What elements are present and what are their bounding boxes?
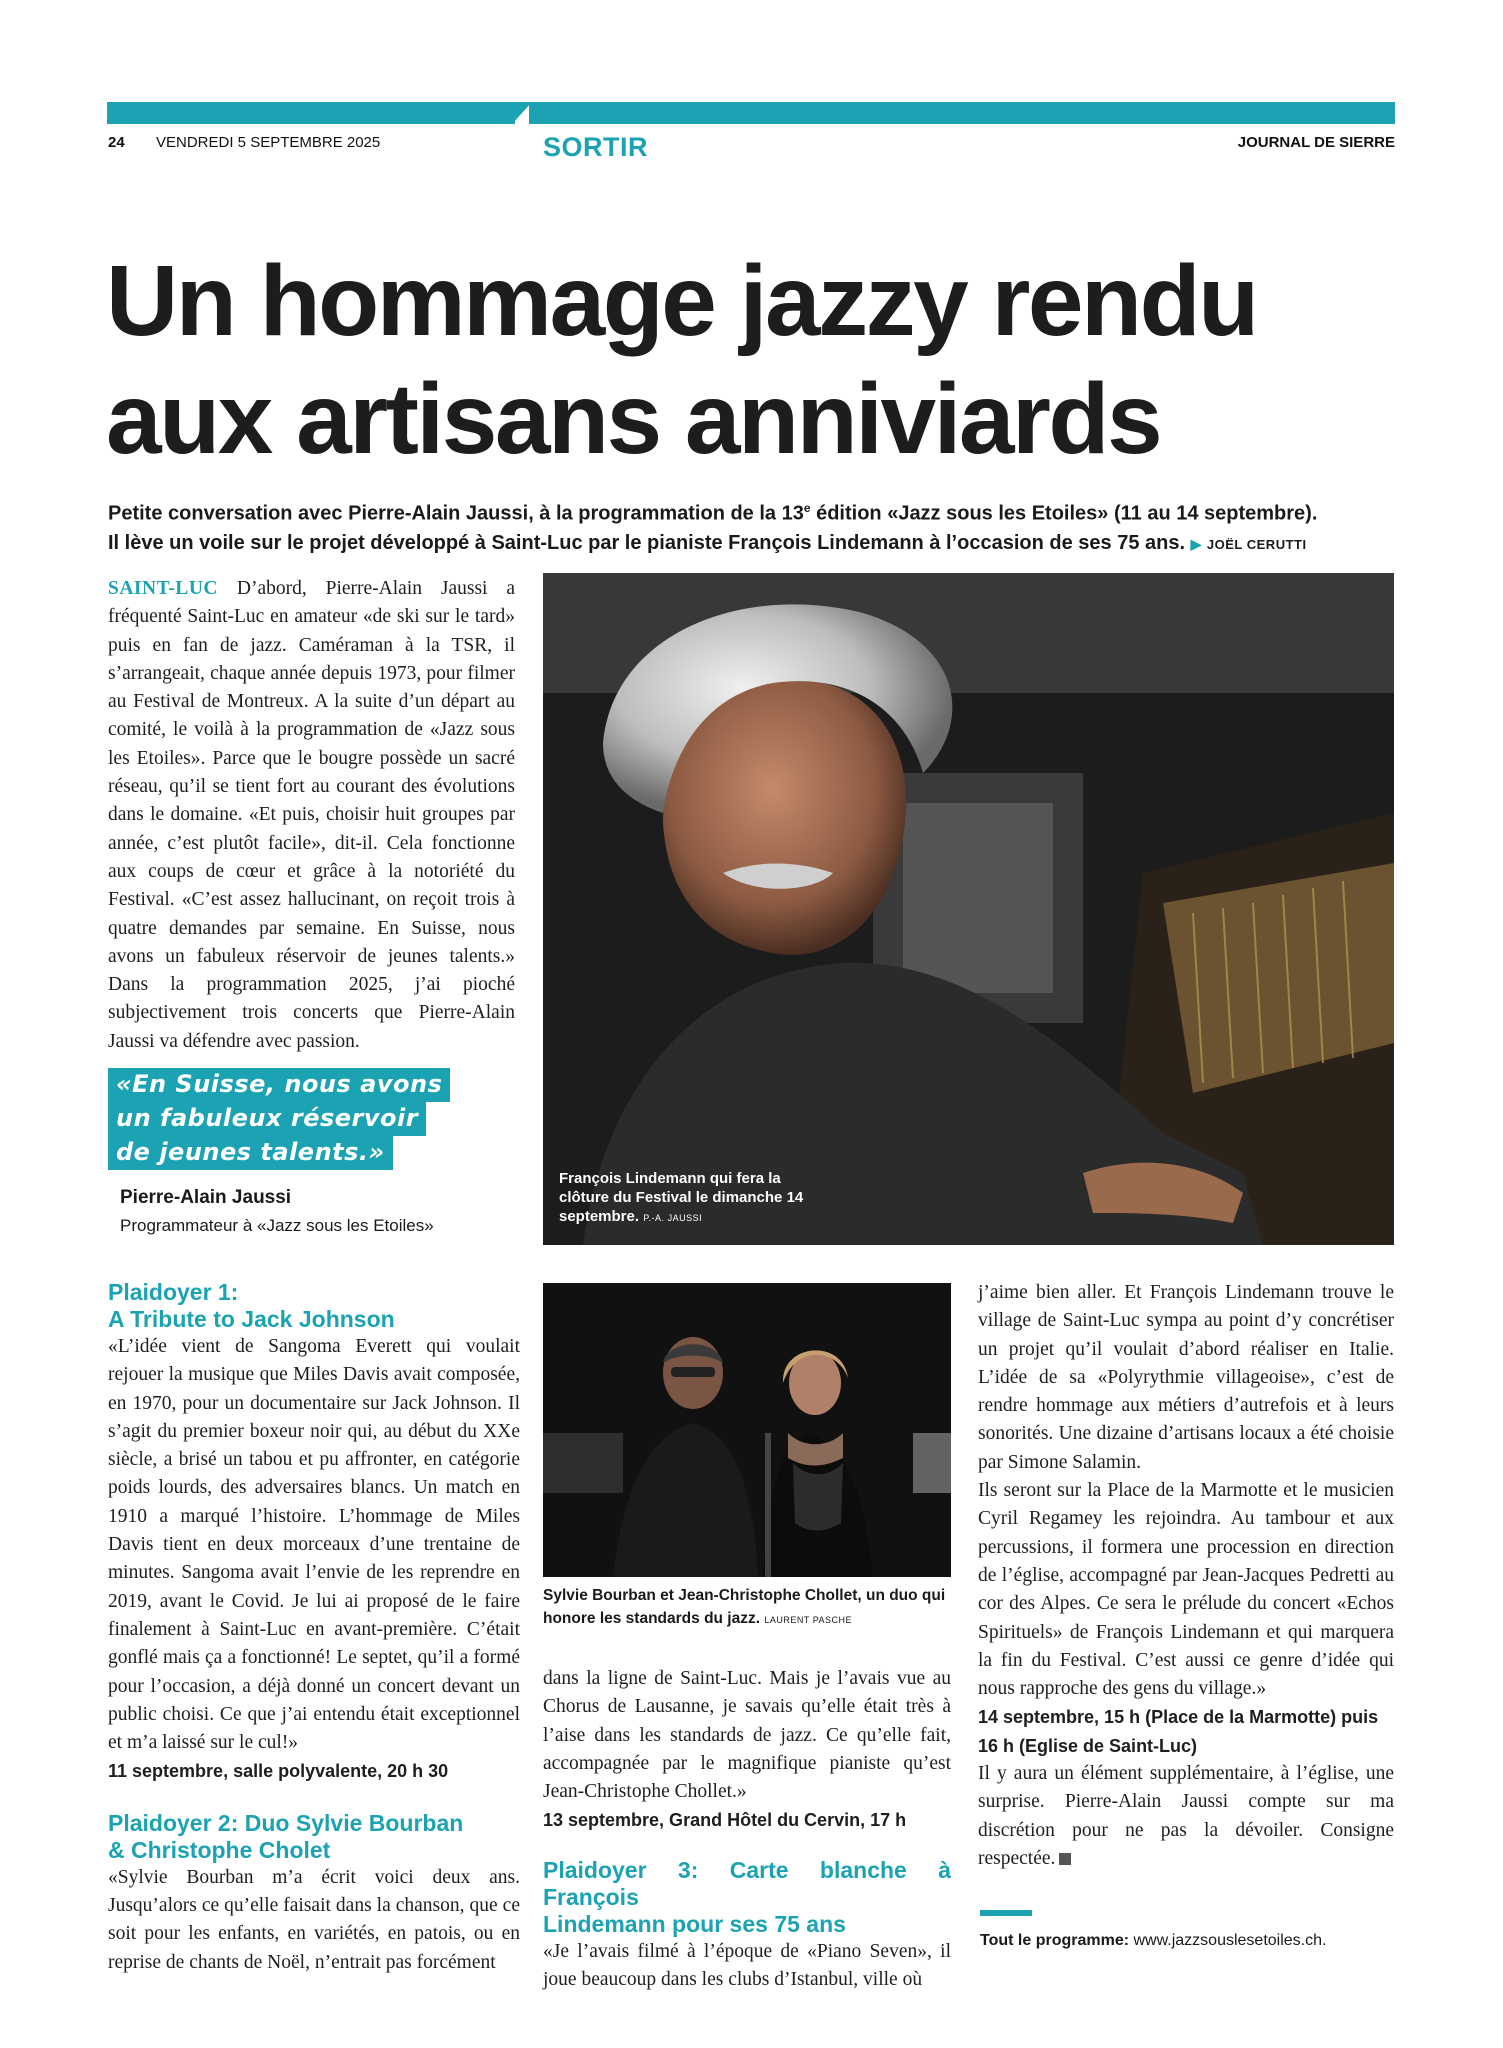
plaidoyer2-text-b: dans la ligne de Saint-Luc. Mais je l’avais vue au Chorus de Lausanne, je savais qu’elle était très à l’aise dans les standards de jazz. Ce qu’elle fait, accompagnée par le magnifique pianiste qu’est Jean-Christophe Chollet.» — [543, 1668, 951, 1803]
quote-line-2: un fabuleux réservoir — [108, 1102, 426, 1136]
plaidoyer3-info: 14 septembre, 15 h (Place de la Marmotte) puis 16 h (Eglise de Saint-Luc) — [978, 1707, 1379, 1756]
end-mark-icon — [1059, 1853, 1071, 1865]
column-middle-bottom — [543, 1665, 951, 1994]
quote-author: Pierre-Alain Jaussi — [120, 1187, 292, 1208]
lede — [108, 494, 1398, 559]
plaidoyer3-text-a: «Je l’avais filmé à l’époque de «Piano Seven», il joue beaucoup dans les clubs d’Istanbul, ville où — [543, 1940, 951, 1991]
photo1-credit: P.-A. JAUSSI — [643, 1213, 703, 1223]
plaidoyer1-title-line1: Plaidoyer 1: — [108, 1279, 239, 1305]
plaidoyer3-text-c: Ils seront sur la Place de la Marmotte et le musicien Cyril Regamey les rejoindra. Au tambour et aux percussions, il formera une procession en direction de l’église, accompagné par Jean-Jacques Pedretti au cor des Alpes. Ce sera le prélude du concert «Echos Spirituels» de François Lindemann et qui marquera la fin du Festival. C’est aussi ce genre d’idée qui nous rapproche des gens du village.» — [978, 1480, 1394, 1700]
plaidoyer2-title-line1: Plaidoyer 2: Duo Sylvie Bourban — [108, 1809, 464, 1836]
plaidoyer1-info: 11 septembre, salle polyvalente, 20 h 30 — [108, 1761, 449, 1782]
header-rule-left — [107, 102, 515, 124]
quote-line-1: «En Suisse, nous avons — [108, 1068, 450, 1102]
plaidoyer3-text-d: Il y aura un élément supplémentaire, à l’église, une surprise. Pierre-Alain Jaussi compte sur ma discrétion pour ne pas la dévoiler. Consigne respectée. — [978, 1763, 1394, 1869]
photo-bourban-chollet — [543, 1283, 951, 1577]
photo-francois-lindemann — [543, 573, 1394, 1245]
plaidoyer3-text-b: j’aime bien aller. Et François Lindemann trouve le village de Saint-Luc sympa au point d’y concrétiser un projet qu’il voulait d’abord réaliser en Italie. L’idée de sa «Polyrythmie villageoise», c’est de rendre hommage aux métiers d’autrefois et à leurs sonorités. Une dizaine d’artisans locaux a été choisie par Simone Salamin. — [978, 1282, 1394, 1473]
program-url-link[interactable]: www.jazzsouslesetoiles.ch. — [1133, 1932, 1327, 1949]
footer-rule — [980, 1910, 1032, 1916]
plaidoyer1-text: «L’idée vient de Sangoma Everett qui voulait rejouer la musique que Miles Davis avait composée, en 1970, pour un documentaire sur Jack Johnson. Il s’agit du premier boxeur noir qui, au début du XXe siècle, a brisé un tabou et pu affronter, en catégorie poids lourds, des adversaires blancs. Un match en 1910 a marqué l’histoire. L’hommage de Miles Davis tient en deux morceaux d’une trentaine de minutes. Sangoma avait l’envie de les reprendre en 2019, avant le Covid. Je lui ai proposé de le faire finalement à Saint-Luc en avant-première. C’était gonflé mais ça a fonctionné! Le septet, qu’il a formé pour l’occasion, a déjà donné un concert devant un public choisi. Ce que j’ai entendu était exceptionnel et m’a laissé sur le cul!» — [108, 1336, 520, 1754]
lede-part-1: Petite conversation avec Pierre-Alain Jaussi, à la programmation de la 13 — [108, 502, 804, 525]
plaidoyer2-info: 13 septembre, Grand Hôtel du Cervin, 17 h — [543, 1810, 907, 1831]
headline-line-2: aux artisans anniviards — [106, 363, 1161, 475]
photo2-caption — [543, 1584, 951, 1632]
intro-column — [108, 575, 515, 1056]
headline — [106, 242, 1396, 478]
plaidoyer3-title-line2: Lindemann pour ses 75 ans — [543, 1910, 846, 1937]
plaidoyer2-title — [108, 1810, 520, 1864]
intro-text: D’abord, Pierre-Alain Jaussi a fréquenté Saint-Luc en amateur «de ski sur le tard» puis en fan de jazz. Caméraman à la TSR, il s’arrangeait, chaque année depuis 1973, pour filmer au Festival de Montreux. A la suite d’un départ au comité, le voilà à la programmation de «Jazz sous les Etoiles». Parce que le bougre possède un sacré réseau, qu’il se tient fort au courant des évolutions dans le domaine. «Et puis, choisir huit groupes par année, c’est plutôt facile», dit-il. Cela fonctionne aux coups de cœur et grâce à la notoriété du Festival. «C’est assez hallucinant, on reçoit trois à quatre demandes par semaine. En Suisse, nous avons un fabuleux réservoir de jeunes talents.» Dans la programmation 2025, j’ai pioché subjectivement trois concerts que Pierre-Alain Jaussi va défendre avec passion. — [108, 578, 515, 1052]
plaidoyer1-title — [108, 1279, 520, 1333]
issue-date: VENDREDI 5 SEPTEMBRE 2025 — [156, 134, 381, 151]
section-label: SORTIR — [543, 132, 649, 162]
program-link-line — [980, 1932, 1326, 1950]
lede-part-2: édition «Jazz sous les Etoiles» (11 au 14 septembre). — [810, 502, 1318, 525]
quote-line-3: de jeunes talents.» — [108, 1136, 393, 1170]
photo2-illustration — [543, 1283, 951, 1577]
byline: JOËL CERUTTI — [1206, 536, 1307, 552]
plaidoyer1-title-line2: A Tribute to Jack Johnson — [108, 1306, 395, 1332]
photo1-caption — [559, 1169, 819, 1228]
header-rule-right — [529, 102, 1395, 124]
dateline: SAINT-LUC — [108, 578, 218, 599]
plaidoyer2-title-line2: & Christophe Cholet — [108, 1836, 331, 1863]
plaidoyer3-title-line1: Plaidoyer 3: Carte blanche à François — [543, 1856, 951, 1910]
photo2-credit: LAURENT PASCHE — [764, 1615, 853, 1625]
quote-role: Programmateur à «Jazz sous les Etoiles» — [120, 1216, 434, 1235]
footer-label: Tout le programme: — [980, 1932, 1130, 1949]
plaidoyer3-title — [543, 1857, 951, 1938]
lede-sup: e — [803, 501, 811, 515]
plaidoyer2-text-a: «Sylvie Bourban m’a écrit voici deux ans. Jusqu’alors ce qu’elle faisait dans la chanson, que ce soit pour les enfants, en variétés, en patois, ou en reprise de chants de Noël, n’entrait pas forcément — [108, 1866, 520, 1973]
page-number: 24 — [108, 134, 125, 151]
pull-quote — [108, 1068, 528, 1170]
headline-line-1: Un hommage jazzy rendu — [106, 245, 1257, 357]
column-left-bottom — [108, 1279, 520, 1977]
photo2-caption-text: Sylvie Bourban et Jean-Christophe Chollet, un duo qui honore les standards du jazz. — [543, 1587, 946, 1627]
photo1-caption-text: François Lindemann qui fera la clôture du Festival le dimanche 14 septembre. — [559, 1170, 804, 1225]
publication-name: JOURNAL DE SIERRE — [1237, 134, 1395, 151]
column-right — [978, 1279, 1394, 1873]
lede-line-2: Il lève un voile sur le projet développé à Saint-Luc par le pianiste François Lindemann à l’occasion de ses 75 ans. — [108, 531, 1186, 554]
photo-illustration — [543, 573, 1394, 1245]
byline-arrow-icon: ▶ — [1190, 535, 1202, 552]
